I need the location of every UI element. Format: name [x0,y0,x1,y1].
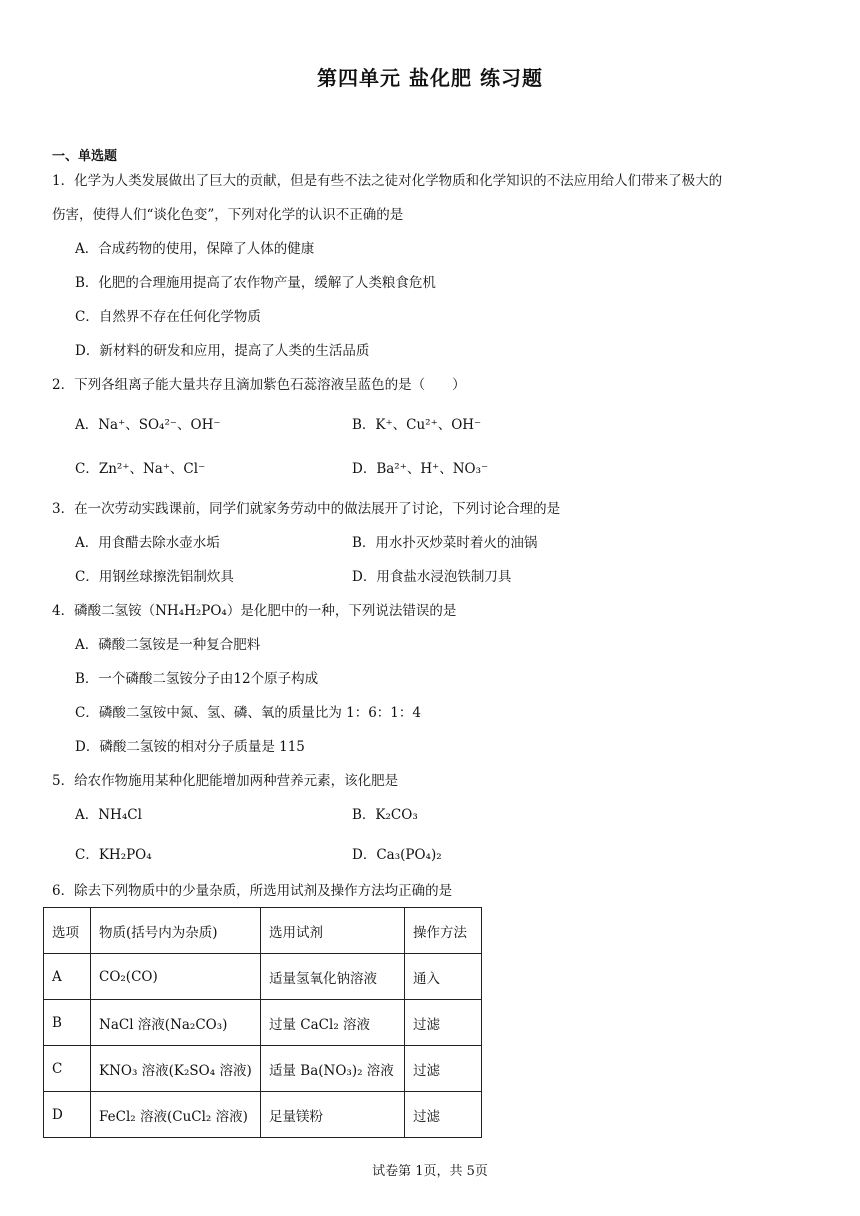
q2-option-b: B．K⁺、Cu²⁺、OH⁻ [352,417,482,433]
table-header-row [44,908,482,954]
q2-option-a: A．Na⁺、SO₄²⁻、OH⁻ [75,417,221,433]
page-title: 第四单元 盐化肥 练习题 [317,66,543,90]
q4-option-b: B．一个磷酸二氢铵分子由12个原子构成 [75,671,319,687]
q1-stem-line2: 伤害，使得人们“谈化色变”，下列对化学的认识不正确的是 [52,207,404,223]
table-row [44,1046,482,1092]
q4-option-a: A．磷酸二氢铵是一种复合肥料 [75,637,261,653]
table-header-cell: 选项 [44,908,91,954]
section-heading: 一、单选题 [52,149,118,164]
table-cell: KNO₃ 溶液(K₂SO₄ 溶液) [91,1046,261,1092]
q5-stem: 5．给农作物施用某种化肥能增加两种营养元素，该化肥是 [52,773,399,789]
q1-stem-line1: 1．化学为人类发展做出了巨大的贡献，但是有些不法之徒对化学物质和化学知识的不法应用给人们带来了极大的 [52,173,723,189]
table-cell: 适量 Ba(NO₃)₂ 溶液 [261,1046,405,1092]
table-cell: FeCl₂ 溶液(CuCl₂ 溶液) [91,1092,261,1138]
q1-option-d: D．新材料的研发和应用，提高了人类的生活品质 [75,343,370,359]
q1-option-c: C．自然界不存在任何化学物质 [75,309,261,325]
q2-option-c: C．Zn²⁺、Na⁺、Cl⁻ [75,461,206,477]
q3-option-d: D．用食盐水浸泡铁制刀具 [352,569,512,585]
table-cell: D [44,1092,91,1138]
table-cell: 足量镁粉 [261,1092,405,1138]
table-cell: B [44,1000,91,1046]
table-header-cell: 选用试剂 [261,908,405,954]
q6-stem: 6．除去下列物质中的少量杂质，所选用试剂及操作方法均正确的是 [52,883,453,899]
q2-stem: 2．下列各组离子能大量共存且滴加紫色石蕊溶液呈蓝色的是（ ） [52,377,466,393]
table-cell: CO₂(CO) [91,954,261,1000]
table-row [44,1092,482,1138]
q5-option-b: B．K₂CO₃ [352,807,418,823]
q5-option-a: A．NH₄Cl [75,807,142,823]
q3-stem: 3．在一次劳动实践课前，同学们就家务劳动中的做法展开了讨论，下列讨论合理的是 [52,501,561,517]
q5-option-c: C．KH₂PO₄ [75,847,152,863]
q3-option-c: C．用钢丝球擦洗铝制炊具 [75,569,234,585]
q2-option-d: D．Ba²⁺、H⁺、NO₃⁻ [352,461,489,477]
table-cell: 通入 [405,954,482,1000]
q1-option-b: B．化肥的合理施用提高了农作物产量，缓解了人类粮食危机 [75,275,436,291]
table-cell: 过滤 [405,1046,482,1092]
table-row [44,954,482,1000]
q4-stem: 4．磷酸二氢铵（NH₄H₂PO₄）是化肥中的一种，下列说法错误的是 [52,603,457,619]
table-cell: 过滤 [405,1092,482,1138]
table-cell: C [44,1046,91,1092]
q3-option-b: B．用水扑灭炒菜时着火的油锅 [352,535,538,551]
table-cell: 过量 CaCl₂ 溶液 [261,1000,405,1046]
table-row [44,1000,482,1046]
q6-table [43,907,482,1138]
q4-option-c: C．磷酸二氢铵中氮、氢、磷、氧的质量比为 1：6：1：4 [75,705,421,721]
table-cell: A [44,954,91,1000]
table-header-cell: 物质(括号内为杂质) [91,908,261,954]
table-header-cell: 操作方法 [405,908,482,954]
page-footer: 试卷第 1页，共 5页 [372,1164,488,1179]
q1-option-a: A．合成药物的使用，保障了人体的健康 [75,241,315,257]
table-cell: 适量氢氧化钠溶液 [261,954,405,1000]
q5-option-d: D．Ca₃(PO₄)₂ [352,847,442,863]
table-cell: NaCl 溶液(Na₂CO₃) [91,1000,261,1046]
q4-option-d: D．磷酸二氢铵的相对分子质量是 115 [75,739,305,755]
table-cell: 过滤 [405,1000,482,1046]
q3-option-a: A．用食醋去除水壶水垢 [75,535,220,551]
